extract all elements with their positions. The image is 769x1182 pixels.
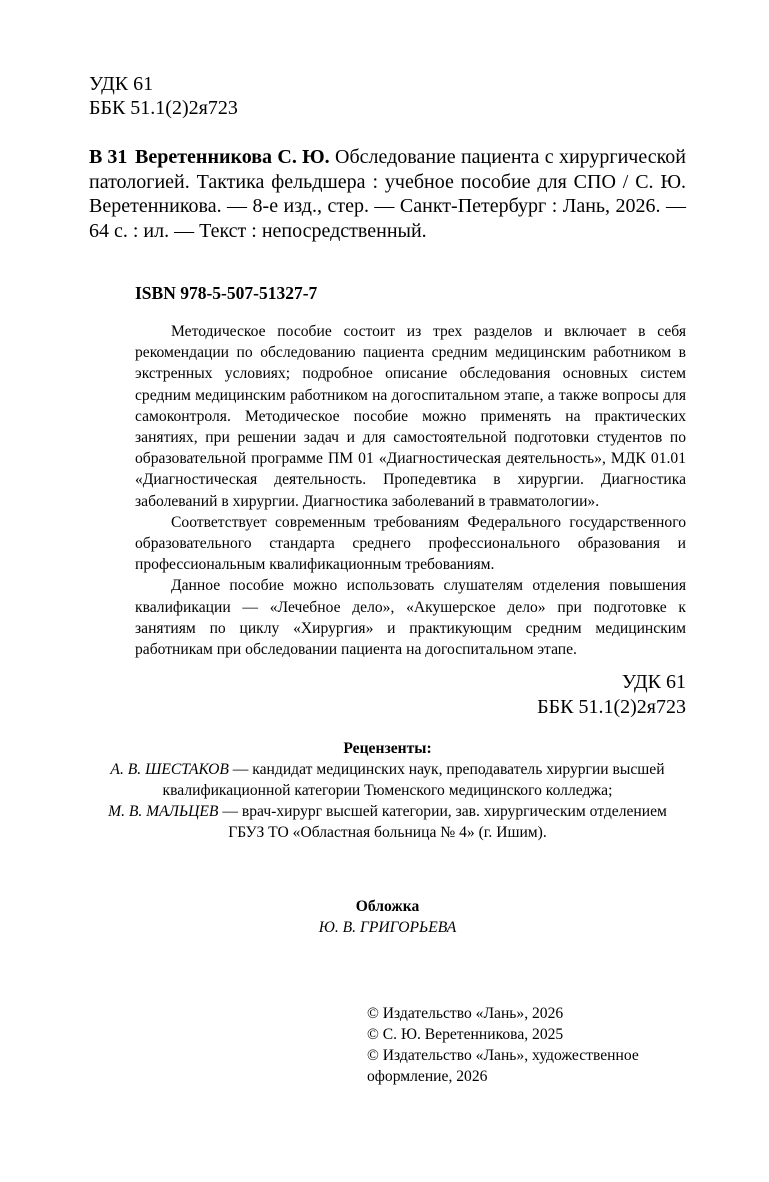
cover-credit [89, 896, 686, 938]
udk-block-bottom [537, 670, 686, 719]
bbk-code: ББК 51.1(2)2я723 [89, 97, 238, 119]
reviewer-1-text: — кандидат медицинских наук, преподаватель хирургии высшей квалификационной категории Тюменского медицинского колледжа; [162, 761, 665, 799]
copyright-line-1: © Издательство «Лань», 2026 [367, 1005, 564, 1022]
annotation [135, 321, 686, 660]
reviewer-1 [89, 759, 686, 801]
annotation-paragraph-2: Соответствует современным требованиям Федерального государственного образовательного стандарта среднего профессионального образования и профессиональным квалификационным требованиям. [135, 513, 686, 574]
copyright-block [367, 1003, 687, 1087]
cover-title: Обложка [355, 898, 420, 915]
annotation-paragraph-3: Данное пособие можно использовать слушателям отделения повышения квалификации — «Лечебное дело», «Акушерское дело» при подготовке к занятиям по циклу «Хирургия» и практикующим средним медицинским работникам при обследовании пациента на догоспитальном этапе. [135, 577, 686, 659]
bbk-code-bottom: ББК 51.1(2)2я723 [537, 695, 686, 718]
catalog-entry [89, 145, 686, 243]
udk-block-top [89, 72, 238, 120]
reviewer-2-name: М. В. МАЛЬЦЕВ [108, 803, 219, 820]
udk-code: УДК 61 [89, 73, 154, 95]
catalog-description: Обследование пациента с хирургической патологией. Тактика фельдшера : учебное пособие для СПО / С. Ю. Веретенникова. — 8-е изд., стер. — Санкт-Петербург : Лань, 2026. — 64 с. : ил. — Текст : непосредственный. [89, 146, 687, 242]
reviewer-2 [89, 801, 686, 843]
copyright-line-3: © Издательство «Лань», художественное оформление, 2026 [367, 1047, 639, 1085]
catalog-author: Веретенникова С. Ю. [135, 146, 330, 168]
reviewer-1-name: А. В. ШЕСТАКОВ [110, 761, 229, 778]
reviewers [89, 738, 686, 843]
annotation-paragraph-1: Методическое пособие состоит из трех разделов и включает в себя рекомендации по обследованию пациента средним медицинским работником в экстренных условиях; подробное описание обследования основных систем средним медицинским работником на догоспитальном этапе, а также вопросы для самоконтроля. Методическое пособие можно применять на практических занятиях, при решении задач и для самостоятельной подготовки студентов по образовательной программе ПМ 01 «Диагностическая деятельность», МДК 01.01 «Диагностическая деятельность. Пропедевтика в хирургии. Диагностика заболеваний в хирургии. Диагностика заболеваний в травматологии». [135, 323, 686, 510]
copyright-line-2: © С. Ю. Веретенникова, 2025 [367, 1026, 564, 1043]
reviewers-title: Рецензенты: [343, 740, 432, 757]
isbn: ISBN 978-5-507-51327-7 [135, 283, 318, 303]
udk-code-bottom: УДК 61 [621, 671, 686, 693]
reviewer-2-text: — врач-хирург высшей категории, зав. хирургическим отделением ГБУЗ ТО «Областная больница № 4» (г. Ишим). [218, 803, 667, 841]
catalog-text [89, 145, 686, 243]
catalog-code: В 31 [89, 146, 128, 168]
cover-designer: Ю. В. ГРИГОРЬЕВА [318, 919, 457, 936]
